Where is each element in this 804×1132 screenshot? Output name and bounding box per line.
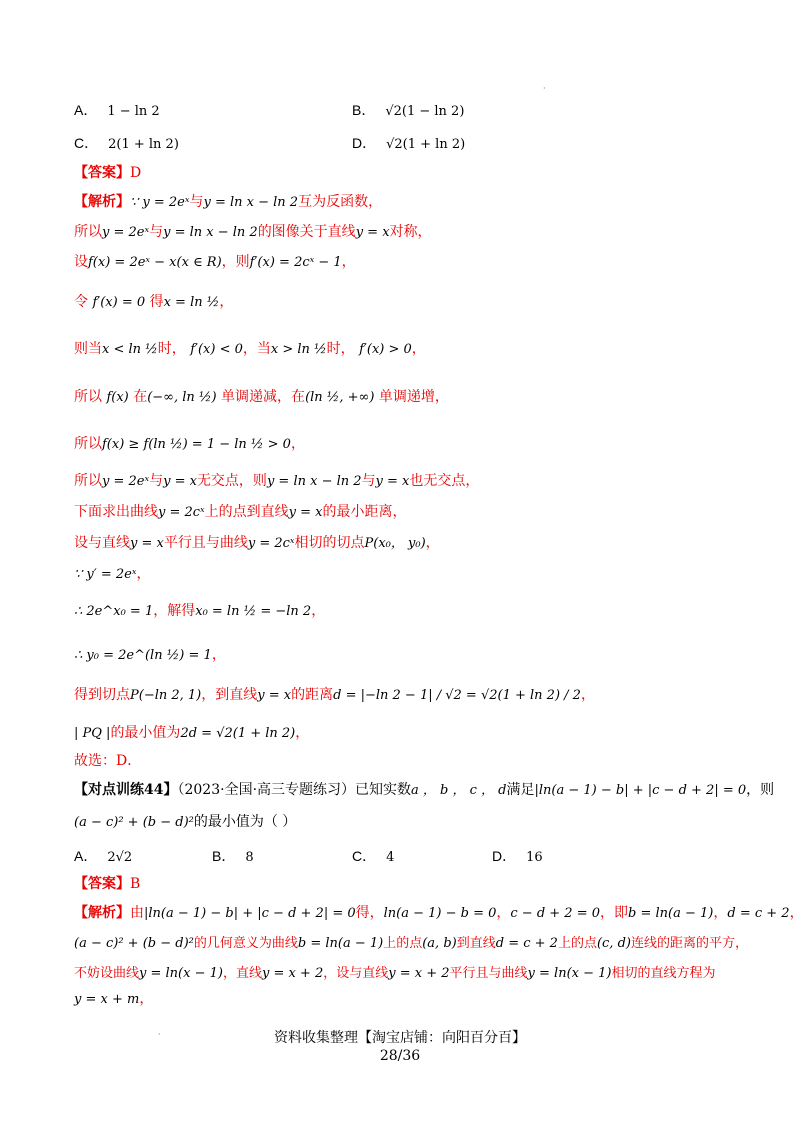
answer-line-1: [74, 163, 760, 183]
solution2-line-2: (a − c)² + (b − d)²的几何意义为曲线b = ln(a − 1)上的点(a, b)到直线d = c + 2上的点(c, d)连线的距离的平方，: [74, 936, 748, 951]
solution-line-9: 下面求出曲线y = 2cˣ上的点到直线y = x的最小距离，: [74, 504, 407, 520]
solution-line-8: 所以y = 2eˣ与y = x无交点，则y = ln x − ln 2与y = x也无交点，: [74, 473, 480, 489]
option-label: A．: [74, 102, 98, 118]
solution-line-7: 所以f(x) ≥ f(ln ½) = 1 − ln ½ > 0，: [74, 436, 305, 452]
solution-line-11: ∵ y′ = 2eˣ，: [74, 566, 151, 582]
exercise-line-2: (a − c)² + (b − d)²的最小值为（ ）: [74, 814, 297, 830]
option-value: √2(1 − ln 2): [385, 104, 465, 119]
solution-line-1: 【解析】∵ y = 2eˣ与y = ln x − ln 2互为反函数，: [74, 194, 383, 210]
option-value: √2(1 + ln 2): [386, 137, 466, 152]
solution-line-15: | PQ |的最小值为2d = √2(1 + ln 2)，: [74, 725, 310, 741]
option-a-top: [74, 100, 160, 122]
solution-line-5: 则当x < ln ½时， f′(x) < 0，当x > ln ½时， f′(x) > 0，: [74, 341, 426, 357]
exercise-tag: 【对点训练44】: [74, 782, 178, 798]
option-label: C．: [74, 135, 99, 151]
scan-dot: ·: [543, 84, 546, 93]
option-c-top: [74, 133, 179, 155]
solution-line-10: 设与直线y = x平行且与曲线y = 2cˣ相切的切点P(x₀， y₀)，: [74, 535, 440, 551]
solution2-line-4: y = x + m，: [74, 991, 154, 1007]
solution-line-4: 令 f′(x) = 0 得x = ln ½，: [74, 294, 234, 310]
solution-line-2: 所以y = 2eˣ与y = ln x − ln 2的图像关于直线y = x对称，: [74, 224, 432, 240]
option-label: D．: [352, 135, 377, 151]
option-d-top: [352, 133, 465, 155]
solution-line-3: 设f(x) = 2eˣ − x(x ∈ R)，则f′(x) = 2cˣ − 1，: [74, 254, 356, 270]
solution-line-6: 所以 f(x) 在(−∞, ln ½) 单调递减，在(ln ½, +∞) 单调递增，: [74, 389, 449, 405]
option-b-bottom: B． 8: [212, 848, 254, 865]
solution-line-14: 得到切点P(−ln 2, 1)，到直线y = x的距离d = |−ln 2 − 1| / √2 = √2(1 + ln 2) / 2，: [74, 687, 595, 703]
solution-line-12: ∴ 2e^x₀ = 1，解得x₀ = ln ½ = −ln 2，: [74, 603, 326, 619]
solution2-line-3: 不妨设曲线y = ln(x − 1)，直线y = x + 2，设与直线y = x + 2平行且与曲线y = ln(x − 1)相切的直线方程为: [74, 966, 716, 981]
solution2-line-1: 【解析】由|ln(a − 1) − b| + |c − d + 2| = 0得，ln(a − 1) − b = 0，c − d + 2 = 0，即b = ln(a − 1)，d = c + 2，: [74, 905, 804, 921]
option-value: 2(1 + ln 2): [108, 137, 179, 152]
option-a-bottom: A． 2√2: [74, 848, 133, 865]
option-c-bottom: C． 4: [352, 848, 395, 865]
option-label: B．: [352, 102, 376, 118]
option-d-bottom: D． 16: [492, 848, 543, 865]
solution-line-13: ∴ y₀ = 2e^(ln ½) = 1，: [74, 647, 226, 663]
exercise-line-1: 【对点训练44】（2023·全国·高三专题练习）已知实数a ， b ， c ， d满足|ln(a − 1) − b| + |c − d + 2| = 0，则: [74, 782, 775, 798]
answer-value: D: [130, 165, 142, 181]
option-b-top: [352, 100, 464, 122]
option-value: 1 − ln 2: [107, 104, 160, 119]
page-number: 28/36: [379, 1048, 421, 1064]
solution-line-16: 故选：D．: [74, 753, 142, 769]
answer-tag: 【答案】: [74, 165, 130, 181]
scan-dot: ·: [158, 1030, 161, 1039]
solution-tag: 【解析】: [74, 194, 130, 210]
footer-shop: 资料收集整理【淘宝店铺：向阳百分百】: [274, 1030, 526, 1046]
answer-line-2: 【答案】B: [74, 876, 141, 892]
